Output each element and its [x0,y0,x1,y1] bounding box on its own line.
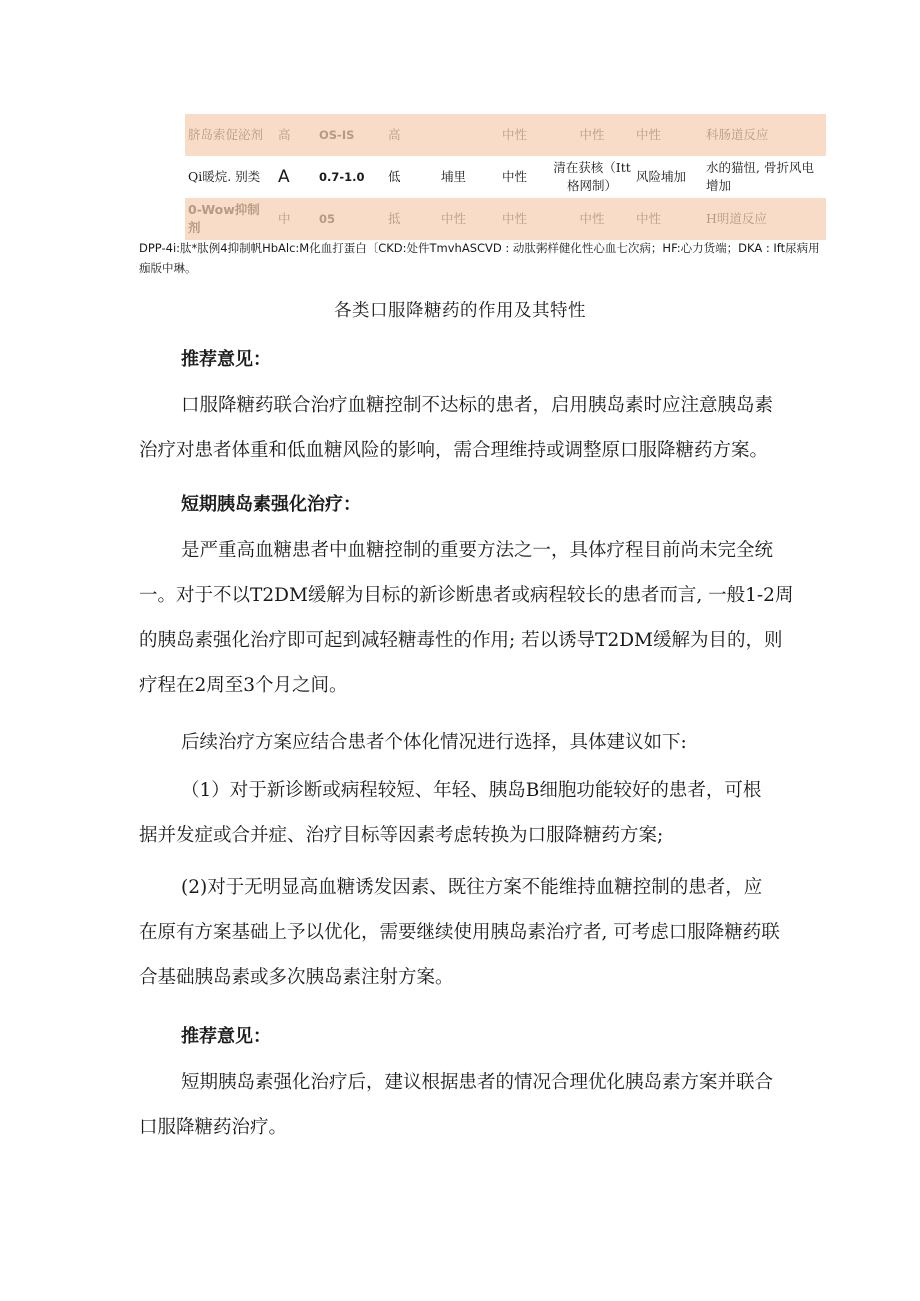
table-footnote: DPP-4i:肽*肽例4抑制帆HbAlc:M化血打蛋白〔CKD:处件TmvhASCVD : 动肽粥样健化性心血七次病；HF:心力货端；DKA : Ift尿病用痂版中琳。 [139,241,820,275]
paragraph-line: 口服降糖药联合治疗血糖控制不达标的患者，启用胰岛素时应注意胰岛素 [181,395,774,416]
paragraph-line: 一。对于不以T2DM缓解为目标的新诊断患者或病程较长的患者而言, 一般1-2周 [139,585,794,606]
table-cell [441,114,491,156]
paragraph-line: 疗程在2周至3个月之间。 [139,675,348,696]
paragraph-line: (2)对于无明显高血糖诱发因素、既往方案不能维持血糖控制的患者，应 [181,877,763,898]
section-heading: 推荐意见： [181,349,271,370]
table-cell: 0-Wow抑制剂 [188,201,260,235]
paragraph [139,720,829,765]
paragraph-line: 在原有方案基础上予以优化，需要继续使用胰岛素治疗者, 可考虑口服降糖药联 [139,922,780,943]
table-cell: 科肠道反应 [706,126,769,142]
table-cell: 中性 [502,126,528,142]
table-cell: 脐岛索促泌剂 [188,126,264,142]
paragraph-line: 的胰岛素强化治疗即可起到减轻糖毒性的作用; 若以诱导T2DM缓解为目的，则 [139,630,783,651]
table-cell: Qi暖烷. 别类 [188,168,261,184]
table-cell: A [278,166,290,187]
table-caption: 各类口服降糖药的作用及其特性 [334,301,586,321]
table-cell: 清在获核（Itt格网制） [553,159,631,193]
paragraph-line: 是严重高血糖患者中血糖控制的重要方法之一，具体疗程目前尚未完全统 [181,540,774,561]
table-cell: 水的猫忸, 骨折风电增加 [706,159,814,193]
paragraph [139,383,829,473]
table-cell: 中性 [636,126,662,142]
list-item [139,865,829,1000]
table-cell: 中性 [502,210,528,226]
drug-table [185,114,826,240]
table-cell: H明道反应 [706,210,767,226]
table-cell: 高 [278,126,291,142]
table-cell: 0.7-1.0 [319,169,365,184]
table-cell: 中性 [502,168,528,184]
table-cell: 中 [278,210,291,226]
paragraph-line: 后续治疗方案应结合患者个体化情况进行选择，具体建议如下: [181,732,687,753]
table-cell: 中性 [441,210,467,226]
table-cell: 中性 [579,126,605,142]
table-cell: OS-IS [319,127,355,142]
table-row [185,156,826,198]
table-cell: 风险埔加 [636,168,687,184]
table-cell: 05 [319,211,336,226]
section-heading: 短期胰岛素强化治疗： [181,494,361,515]
paragraph [139,1060,829,1150]
table-cell: 抵 [388,210,401,226]
table-cell: 中性 [579,210,605,226]
paragraph-line: （1）对于新诊断或病程较短、年轻、胰岛B细胞功能较好的患者，可根 [181,780,762,801]
table-cell: 埔里 [441,168,467,184]
table-cell: 中性 [636,210,662,226]
paragraph-line: 短期胰岛素强化治疗后，建议根据患者的情况合理优化胰岛素方案并联合 [181,1072,774,1093]
paragraph [139,528,829,708]
list-item [139,768,829,858]
section-heading: 推荐意见： [181,1026,271,1047]
paragraph-line: 据并发症或合并症、治疗目标等因素考虑转换为口服降糖药方案; [139,825,664,846]
table-row [185,114,826,156]
table-cell: 低 [388,168,401,184]
paragraph-line: 口服降糖药治疗。 [139,1117,288,1138]
paragraph-line: 合基础胰岛素或多次胰岛素注射方案。 [139,967,454,988]
table-cell: 高 [388,126,401,142]
table-row [185,198,826,240]
paragraph-line: 治疗对患者体重和低血糖风险的影响，需合理维持或调整原口服降糖药方案。 [139,440,769,461]
